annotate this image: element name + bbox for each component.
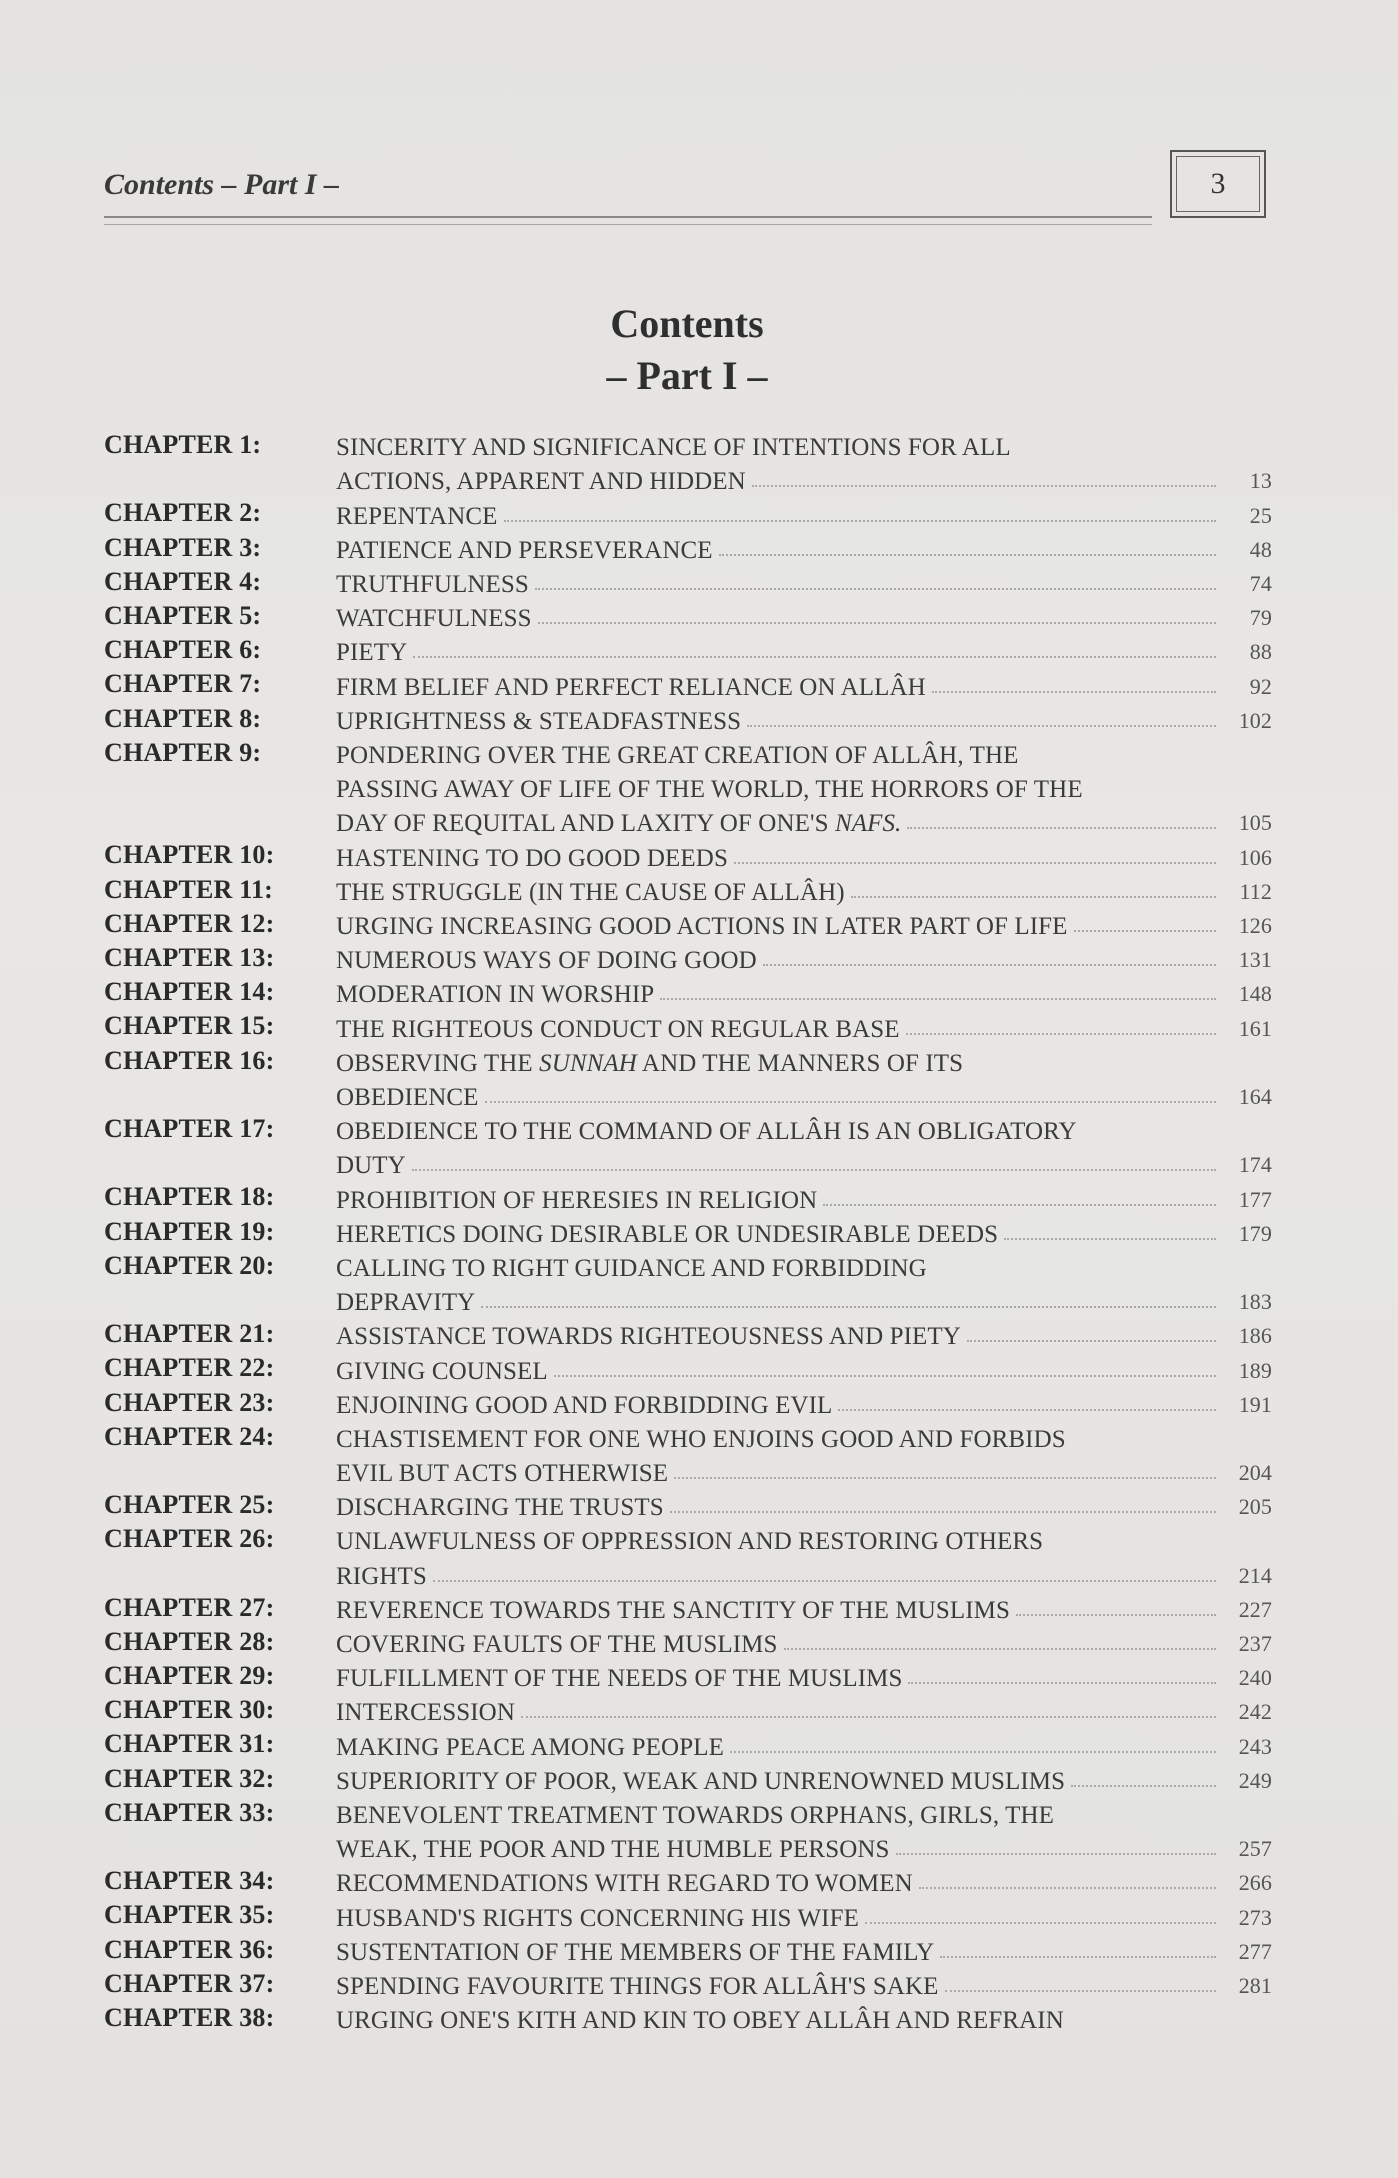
chapter-entry: [336, 702, 1272, 736]
chapter-entry: [336, 1967, 1272, 2001]
chapter-title-text: INTERCESSION: [336, 1699, 515, 1727]
chapter-title-line: [336, 1967, 1272, 2001]
chapter-title-text: URGING ONE'S KITH AND KIN TO OBEY ALLÂH AND REFRAIN: [336, 2007, 1064, 2035]
toc-entry: [104, 907, 1272, 941]
toc-entry: [104, 1762, 1272, 1796]
chapter-entry: [336, 667, 1272, 701]
chapter-label: CHAPTER 24:: [104, 1421, 275, 1451]
toc-entry: [104, 667, 1272, 701]
chapter-label: CHAPTER 37:: [104, 1968, 275, 1998]
toc-entry: [104, 531, 1272, 565]
dot-leader: [535, 588, 1216, 590]
toc-entry: [104, 1112, 1272, 1180]
toc-entry: [104, 2001, 1272, 2035]
chapter-title-text: THE RIGHTEOUS CONDUCT ON REGULAR BASE: [336, 1015, 900, 1043]
chapter-page-number: 242: [1238, 1699, 1272, 1725]
chapter-entry: [336, 1249, 1272, 1317]
chapter-title-line: [336, 1693, 1272, 1727]
dot-leader: [412, 1169, 1216, 1171]
chapter-label: CHAPTER 6:: [104, 635, 262, 665]
chapter-label: CHAPTER 5:: [104, 600, 262, 630]
chapter-entry: [336, 736, 1272, 839]
chapter-label: CHAPTER 17:: [104, 1113, 275, 1143]
toc-entry: [104, 1591, 1272, 1625]
running-head: Contents – Part I –: [104, 168, 340, 201]
chapter-title-text: PATIENCE AND PERSEVERANCE: [336, 536, 713, 564]
chapter-title-line: [336, 1351, 1272, 1385]
chapter-title-line: [336, 1112, 1272, 1146]
chapter-title-line: [336, 667, 1272, 701]
chapter-title-line: [336, 1009, 1272, 1043]
chapter-page-number: 189: [1238, 1357, 1272, 1383]
dot-leader: [908, 1682, 1216, 1684]
chapter-entry: [336, 496, 1272, 530]
chapter-title-line: [336, 907, 1272, 941]
chapter-page-number: 179: [1238, 1220, 1272, 1246]
chapter-label: CHAPTER 35:: [104, 1900, 275, 1930]
toc-entry: [104, 428, 1272, 496]
chapter-title-line: [336, 1146, 1272, 1180]
chapter-title-text: MODERATION IN WORSHIP: [336, 981, 655, 1009]
chapter-title-text: MAKING PEACE AMONG PEOPLE: [336, 1733, 724, 1761]
chapter-page-number: 205: [1238, 1494, 1272, 1520]
chapter-entry: [336, 1351, 1272, 1385]
chapter-title-line: [336, 702, 1272, 736]
chapter-title-text: NUMEROUS WAYS OF DOING GOOD: [336, 947, 757, 975]
chapter-entry: [336, 1796, 1272, 1864]
chapter-title-line: [336, 1180, 1272, 1214]
chapter-entry: [336, 565, 1272, 599]
dot-leader: [784, 1648, 1217, 1650]
dot-leader: [752, 485, 1216, 487]
toc-entry: [104, 496, 1272, 530]
chapter-page-number: 148: [1238, 981, 1272, 1007]
chapter-entry: [336, 1112, 1272, 1180]
dot-leader: [413, 656, 1216, 658]
dot-leader: [538, 622, 1216, 624]
chapter-title-text: SUPERIORITY OF POOR, WEAK AND UNRENOWNED MUSLIMS: [336, 1767, 1066, 1795]
chapter-label: CHAPTER 29:: [104, 1661, 275, 1691]
chapter-page-number: 249: [1238, 1767, 1272, 1793]
chapter-title-text: PASSING AWAY OF LIFE OF THE WORLD, THE HORRORS OF THE: [336, 776, 1083, 804]
chapter-title-text: OBEDIENCE TO THE COMMAND OF ALLÂH IS AN OBLIGATORY: [336, 1118, 1077, 1146]
page-number-box: [1170, 150, 1266, 218]
chapter-title-line: [336, 2001, 1272, 2035]
chapter-entry: [336, 873, 1272, 907]
dot-leader: [674, 1477, 1216, 1479]
chapter-label: CHAPTER 8:: [104, 703, 262, 733]
chapter-page-number: 48: [1249, 536, 1272, 562]
dot-leader: [554, 1375, 1216, 1377]
chapter-title-text: DAY OF REQUITAL AND LAXITY OF ONE'S NAFS.: [336, 810, 902, 838]
chapter-title-line: [336, 1420, 1272, 1454]
toc-entry: [104, 1796, 1272, 1864]
chapter-title-line: [336, 1044, 1272, 1078]
chapter-title-line: [336, 1454, 1272, 1488]
toc-entry: [104, 975, 1272, 1009]
toc-entry: [104, 633, 1272, 667]
chapter-label: CHAPTER 36:: [104, 1934, 275, 1964]
chapter-page-number: 106: [1238, 844, 1272, 870]
chapter-label: CHAPTER 3:: [104, 532, 262, 562]
chapter-label: CHAPTER 16:: [104, 1045, 275, 1075]
dot-leader: [945, 1990, 1216, 1992]
dot-leader: [433, 1580, 1216, 1582]
toc-entry: [104, 941, 1272, 975]
chapter-title-line: [336, 1796, 1272, 1830]
chapter-title-text: FULFILLMENT OF THE NEEDS OF THE MUSLIMS: [336, 1665, 903, 1693]
chapter-title-line: [336, 531, 1272, 565]
chapter-entry: [336, 975, 1272, 1009]
dot-leader: [481, 1306, 1216, 1308]
chapter-title-text: RECOMMENDATIONS WITH REGARD TO WOMEN: [336, 1870, 913, 1898]
chapter-label: CHAPTER 7:: [104, 669, 262, 699]
toc-entry: [104, 1693, 1272, 1727]
chapter-title-text: PROHIBITION OF HERESIES IN RELIGION: [336, 1186, 818, 1214]
chapter-title-text: REVERENCE TOWARDS THE SANCTITY OF THE MUSLIMS: [336, 1596, 1010, 1624]
chapter-title-line: [336, 1830, 1272, 1864]
chapter-page-number: 161: [1238, 1015, 1272, 1041]
chapter-title-text: PONDERING OVER THE GREAT CREATION OF ALLÂH, THE: [336, 741, 1019, 769]
chapter-label: CHAPTER 18:: [104, 1182, 275, 1212]
chapter-title-line: [336, 1625, 1272, 1659]
dot-leader: [1071, 1785, 1216, 1787]
chapter-label: CHAPTER 9:: [104, 737, 262, 767]
chapter-title-line: [336, 1488, 1272, 1522]
chapter-title-line: [336, 1283, 1272, 1317]
chapter-entry: [336, 1522, 1272, 1590]
chapter-title-text: GIVING COUNSEL: [336, 1357, 548, 1385]
chapter-title-line: [336, 1659, 1272, 1693]
chapter-title-text: WATCHFULNESS: [336, 605, 532, 633]
chapter-title-text: ACTIONS, APPARENT AND HIDDEN: [336, 468, 746, 496]
page-title: Contents: [610, 301, 764, 346]
chapter-page-number: 243: [1238, 1733, 1272, 1759]
chapter-entry: [336, 1215, 1272, 1249]
dot-leader: [896, 1853, 1216, 1855]
chapter-entry: [336, 1488, 1272, 1522]
chapter-label: CHAPTER 30:: [104, 1695, 275, 1725]
chapter-title-text: DUTY: [336, 1152, 406, 1180]
chapter-title-line: [336, 1249, 1272, 1283]
chapter-label: CHAPTER 2:: [104, 498, 262, 528]
chapter-page-number: 277: [1238, 1938, 1272, 1964]
toc-entry: [104, 1522, 1272, 1590]
chapter-title-line: [336, 804, 1272, 838]
chapter-title-line: [336, 1864, 1272, 1898]
chapter-title-text: CALLING TO RIGHT GUIDANCE AND FORBIDDING: [336, 1254, 927, 1282]
chapter-title-text: OBSERVING THE SUNNAH AND THE MANNERS OF ITS: [336, 1049, 964, 1077]
dot-leader: [747, 725, 1216, 727]
toc-entry: [104, 1044, 1272, 1112]
chapter-entry: [336, 599, 1272, 633]
chapter-label: CHAPTER 4:: [104, 566, 262, 596]
chapter-entry: [336, 1762, 1272, 1796]
chapter-page-number: 257: [1238, 1836, 1272, 1862]
chapter-title-text: SUSTENTATION OF THE MEMBERS OF THE FAMILY: [336, 1938, 935, 1966]
dot-leader: [485, 1101, 1216, 1103]
chapter-label: CHAPTER 22:: [104, 1353, 275, 1383]
toc-entry: [104, 1420, 1272, 1488]
toc-entry: [104, 1898, 1272, 1932]
chapter-title-text: UPRIGHTNESS & STEADFASTNESS: [336, 707, 742, 735]
chapter-title-text: FIRM BELIEF AND PERFECT RELIANCE ON ALLÂH: [336, 673, 926, 701]
chapter-title-line: [336, 1215, 1272, 1249]
chapter-entry: [336, 1659, 1272, 1693]
chapter-label: CHAPTER 12:: [104, 908, 275, 938]
table-of-contents: [104, 428, 1272, 2035]
toc-entry: [104, 565, 1272, 599]
chapter-page-number: 164: [1238, 1083, 1272, 1109]
chapter-label: CHAPTER 33:: [104, 1797, 275, 1827]
toc-entry: [104, 1967, 1272, 2001]
chapter-label: CHAPTER 19:: [104, 1216, 275, 1246]
chapter-entry: [336, 633, 1272, 667]
dot-leader: [838, 1409, 1216, 1411]
chapter-title-line: [336, 941, 1272, 975]
chapter-label: CHAPTER 34:: [104, 1866, 275, 1896]
chapter-label: CHAPTER 32:: [104, 1763, 275, 1793]
chapter-title-text: BENEVOLENT TREATMENT TOWARDS ORPHANS, GIRLS, THE: [336, 1802, 1055, 1830]
dot-leader: [823, 1204, 1216, 1206]
chapter-title-line: [336, 1078, 1272, 1112]
chapter-entry: [336, 1044, 1272, 1112]
toc-entry: [104, 1215, 1272, 1249]
chapter-title-line: [336, 599, 1272, 633]
dot-leader: [504, 520, 1217, 522]
chapter-page-number: 131: [1238, 947, 1272, 973]
chapter-label: CHAPTER 21:: [104, 1319, 275, 1349]
chapter-title-line: [336, 873, 1272, 907]
chapter-title-line: [336, 975, 1272, 1009]
chapter-page-number: 186: [1238, 1323, 1272, 1349]
chapter-title-line: [336, 838, 1272, 872]
chapter-page-number: 183: [1238, 1289, 1272, 1315]
toc-entry: [104, 1249, 1272, 1317]
page-subtitle: – Part I –: [606, 353, 768, 398]
toc-entry: [104, 1727, 1272, 1761]
chapter-label: CHAPTER 1:: [104, 430, 262, 459]
chapter-title-text: EVIL BUT ACTS OTHERWISE: [336, 1460, 669, 1488]
chapter-title-line: [336, 1591, 1272, 1625]
chapter-title-line: [336, 736, 1272, 770]
chapter-page-number: 112: [1239, 878, 1272, 904]
chapter-title-text: HERETICS DOING DESIRABLE OR UNDESIRABLE DEEDS: [336, 1220, 999, 1248]
chapter-label: CHAPTER 15:: [104, 1011, 275, 1041]
header-rule: [104, 216, 1152, 225]
chapter-title-text: DISCHARGING THE TRUSTS: [336, 1494, 664, 1522]
chapter-title-text: HASTENING TO DO GOOD DEEDS: [336, 844, 728, 872]
chapter-page-number: 88: [1249, 639, 1272, 665]
chapter-page-number: 79: [1249, 605, 1272, 631]
dot-leader: [660, 998, 1216, 1000]
dot-leader: [734, 862, 1216, 864]
chapter-page-number: 92: [1249, 673, 1272, 699]
chapter-entry: [336, 1420, 1272, 1488]
chapter-entry: [336, 1180, 1272, 1214]
chapter-entry: [336, 1009, 1272, 1043]
toc-entry: [104, 1386, 1272, 1420]
chapter-entry: [336, 1933, 1272, 1967]
dot-leader: [521, 1716, 1216, 1718]
chapter-label: CHAPTER 13:: [104, 942, 275, 972]
dot-leader: [1074, 930, 1216, 932]
chapter-title-text: PIETY: [336, 639, 408, 667]
chapter-entry: [336, 1898, 1272, 1932]
chapter-title-text: SINCERITY AND SIGNIFICANCE OF INTENTIONS FOR ALL: [336, 434, 1011, 462]
dot-leader: [967, 1340, 1216, 1342]
chapter-title-text: CHASTISEMENT FOR ONE WHO ENJOINS GOOD AND FORBIDS: [336, 1425, 1066, 1453]
toc-entry: [104, 873, 1272, 907]
chapter-page-number: 13: [1249, 468, 1272, 494]
dot-leader: [719, 554, 1216, 556]
page-number: 3: [1176, 156, 1260, 212]
dot-leader: [865, 1922, 1216, 1924]
toc-entry: [104, 1180, 1272, 1214]
chapter-entry: [336, 1693, 1272, 1727]
dot-leader: [670, 1511, 1216, 1513]
toc-entry: [104, 1625, 1272, 1659]
dot-leader: [906, 1033, 1216, 1035]
chapter-title-line: [336, 1933, 1272, 1967]
chapter-entry: [336, 1591, 1272, 1625]
chapter-title-line: [336, 1386, 1272, 1420]
chapter-title-text: HUSBAND'S RIGHTS CONCERNING HIS WIFE: [336, 1904, 859, 1932]
chapter-page-number: 281: [1238, 1973, 1272, 1999]
chapter-title-text: URGING INCREASING GOOD ACTIONS IN LATER PART OF LIFE: [336, 912, 1068, 940]
chapter-page-number: 74: [1249, 570, 1272, 596]
chapter-title-text: ASSISTANCE TOWARDS RIGHTEOUSNESS AND PIETY: [336, 1323, 961, 1351]
chapter-label: CHAPTER 10:: [104, 840, 275, 870]
chapter-entry: [336, 2001, 1272, 2035]
dot-leader: [932, 691, 1216, 693]
chapter-page-number: 227: [1238, 1596, 1272, 1622]
chapter-entry: [336, 907, 1272, 941]
chapter-title-line: [336, 1898, 1272, 1932]
chapter-page-number: 237: [1238, 1631, 1272, 1657]
toc-entry: [104, 702, 1272, 736]
toc-entry: [104, 1351, 1272, 1385]
chapter-title-text: COVERING FAULTS OF THE MUSLIMS: [336, 1631, 778, 1659]
chapter-title-line: [336, 428, 1272, 462]
chapter-title-text: TRUTHFULNESS: [336, 570, 529, 598]
chapter-label: CHAPTER 14:: [104, 977, 275, 1007]
chapter-page-number: 266: [1238, 1870, 1272, 1896]
chapter-title-line: [336, 1317, 1272, 1351]
chapter-title-line: [336, 1556, 1272, 1590]
toc-entry: [104, 1488, 1272, 1522]
chapter-entry: [336, 1317, 1272, 1351]
chapter-title-line: [336, 770, 1272, 804]
chapter-entry: [336, 428, 1272, 496]
chapter-title-text: OBEDIENCE: [336, 1083, 479, 1111]
chapter-title-line: [336, 496, 1272, 530]
dot-leader: [919, 1887, 1216, 1889]
chapter-title-text: SPENDING FAVOURITE THINGS FOR ALLÂH'S SAKE: [336, 1973, 939, 2001]
chapter-title-text: ENJOINING GOOD AND FORBIDDING EVIL: [336, 1391, 833, 1419]
chapter-page-number: 25: [1249, 502, 1272, 528]
chapter-page-number: 191: [1238, 1391, 1272, 1417]
chapter-title-text: WEAK, THE POOR AND THE HUMBLE PERSONS: [336, 1836, 890, 1864]
chapter-label: CHAPTER 20:: [104, 1250, 275, 1280]
chapter-label: CHAPTER 25:: [104, 1490, 275, 1520]
dot-leader: [940, 1956, 1216, 1958]
chapter-title-text: REPENTANCE: [336, 502, 498, 530]
toc-entry: [104, 736, 1272, 839]
chapter-page-number: 240: [1238, 1665, 1272, 1691]
chapter-page-number: 204: [1238, 1460, 1272, 1486]
chapter-title-line: [336, 633, 1272, 667]
chapter-title-line: [336, 1727, 1272, 1761]
chapter-page-number: 273: [1238, 1904, 1272, 1930]
toc-entry: [104, 1933, 1272, 1967]
chapter-title-text: RIGHTS: [336, 1562, 427, 1590]
chapter-label: CHAPTER 26:: [104, 1524, 275, 1554]
chapter-title-line: [336, 1522, 1272, 1556]
chapter-label: CHAPTER 38:: [104, 2003, 275, 2033]
dot-leader: [730, 1751, 1216, 1753]
chapter-label: CHAPTER 28:: [104, 1626, 275, 1656]
chapter-entry: [336, 838, 1272, 872]
chapter-title-line: [336, 462, 1272, 496]
chapter-title-line: [336, 565, 1272, 599]
toc-entry: [104, 1864, 1272, 1898]
chapter-page-number: 102: [1238, 707, 1272, 733]
chapter-entry: [336, 1727, 1272, 1761]
chapter-page-number: 174: [1238, 1152, 1272, 1178]
chapter-entry: [336, 531, 1272, 565]
chapter-label: CHAPTER 31:: [104, 1729, 275, 1759]
dot-leader: [907, 827, 1216, 829]
dot-leader: [1016, 1614, 1216, 1616]
chapter-title-text: UNLAWFULNESS OF OPPRESSION AND RESTORING OTHERS: [336, 1528, 1044, 1556]
chapter-label: CHAPTER 23:: [104, 1387, 275, 1417]
toc-entry: [104, 838, 1272, 872]
chapter-page-number: 126: [1238, 912, 1272, 938]
chapter-page-number: 177: [1238, 1186, 1272, 1212]
chapter-entry: [336, 1864, 1272, 1898]
toc-entry: [104, 1009, 1272, 1043]
chapter-entry: [336, 1625, 1272, 1659]
chapter-title-line: [336, 1762, 1272, 1796]
dot-leader: [763, 964, 1216, 966]
chapter-label: CHAPTER 11:: [104, 874, 274, 904]
dot-leader: [851, 896, 1216, 898]
chapter-label: CHAPTER 27:: [104, 1592, 275, 1622]
chapter-page-number: 105: [1238, 810, 1272, 836]
toc-entry: [104, 1317, 1272, 1351]
dot-leader: [1004, 1238, 1216, 1240]
chapter-title-text: DEPRAVITY: [336, 1289, 476, 1317]
chapter-entry: [336, 1386, 1272, 1420]
toc-entry: [104, 1659, 1272, 1693]
chapter-entry: [336, 941, 1272, 975]
chapter-page-number: 214: [1238, 1562, 1272, 1588]
chapter-title-text: THE STRUGGLE (IN THE CAUSE OF ALLÂH): [336, 878, 845, 906]
toc-entry: [104, 599, 1272, 633]
